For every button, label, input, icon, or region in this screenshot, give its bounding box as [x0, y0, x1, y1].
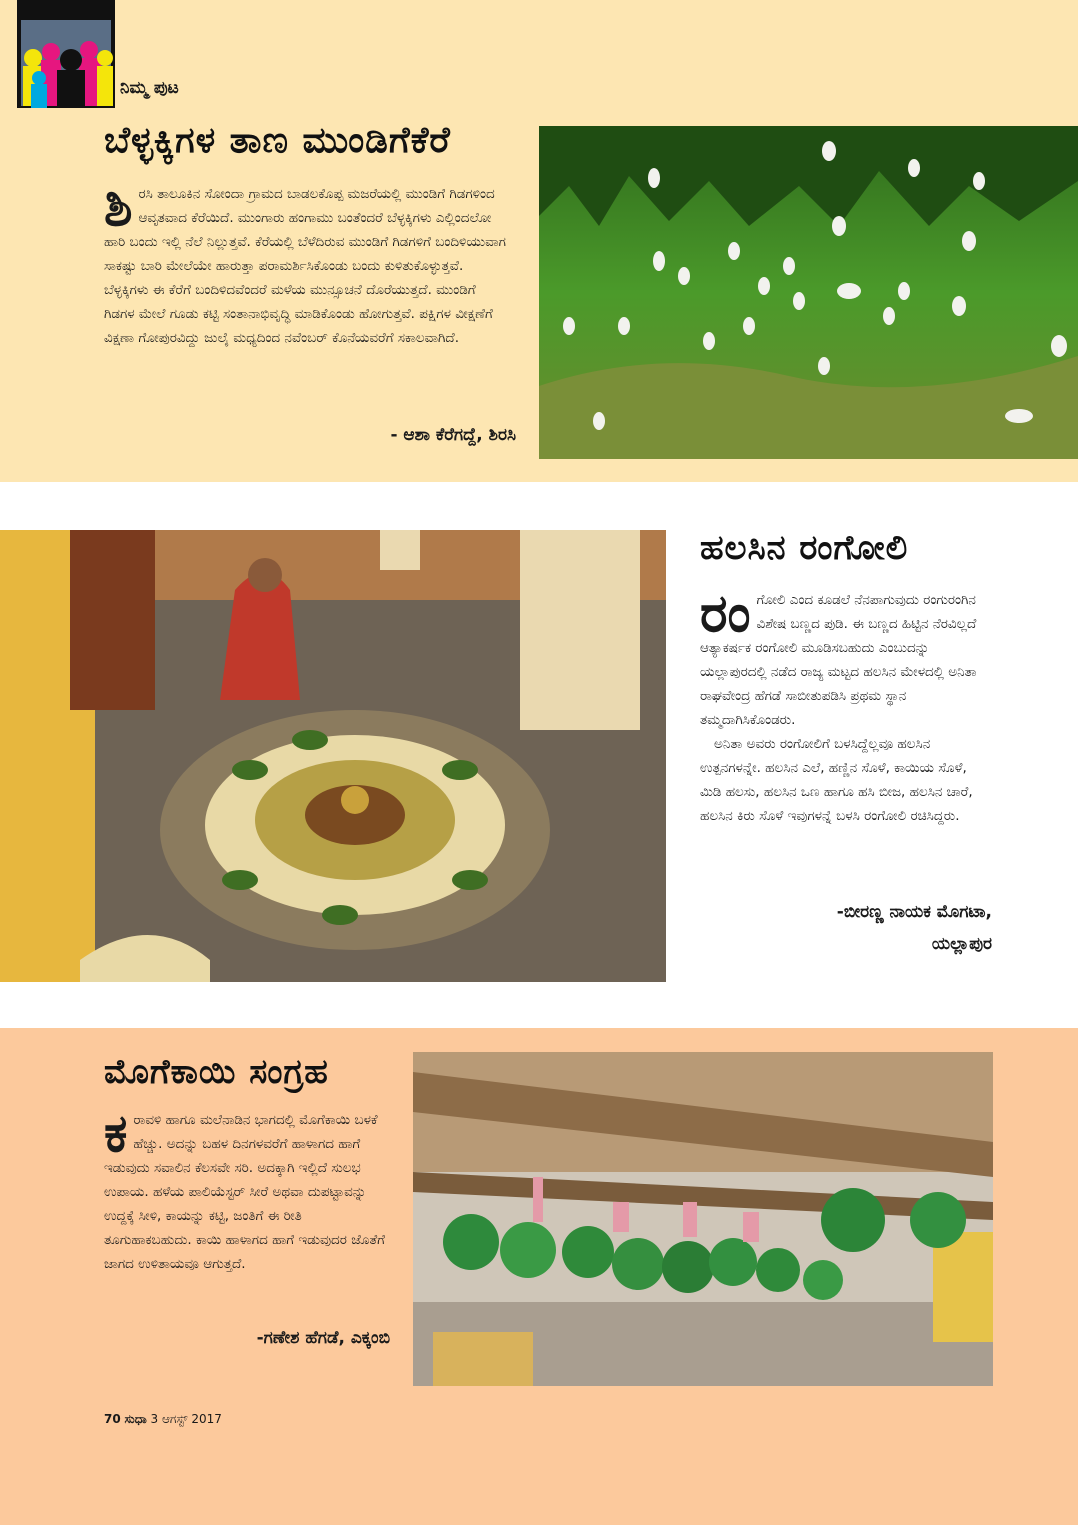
- article-byline: -ಬೀರಣ್ಣ ನಾಯಕ ಮೊಗಟಾ,: [836, 902, 992, 922]
- article-title: ಬೆಳ್ಳಕ್ಕಿಗಳ ತಾಣ ಮುಂಡಿಗೆಕೆರೆ: [104, 120, 451, 161]
- article-title: ಮೊಗೆಕಾಯಿ ಸಂಗ್ರಹ: [104, 1052, 329, 1092]
- drop-cap: ಕ: [104, 1104, 128, 1164]
- issue-date: 3 ಆಗಸ್ಟ್ 2017: [150, 1412, 222, 1426]
- article-byline: -ಗಣೇಶ ಹೆಗಡೆ, ಎಕ್ಕಂಬಿ: [256, 1328, 390, 1348]
- article-paragraph: ಅನಿತಾ ಅವರು ರಂಗೋಲಿಗೆ ಬಳಸಿದ್ದೆಲ್ಲವೂ ಹಲಸಿನ ಉತ್ಪನಗಳನ್ನೇ. ಹಲಸಿನ ಎಲೆ, ಹಣ್ಣಿನ ಸೊಳೆ, ಕಾಯಿಯ ಸೊಳೆ, ಮಿಡಿ ಹಲಸು, ಹಲಸಿನ ಒಣ ಹಾಗೂ ಹಸಿ ಬೀಜ, ಹಲಸಿನ ಚಾರೆ, ಹಲಸಿನ ಕಿರು ಸೊಳೆ ಇವುಗಳನ್ನೆ ಬಳಸಿ ರಂಗೋಲಿ ರಚಿಸಿದ್ದರು.: [700, 736, 973, 824]
- article-body: [104, 1104, 388, 1276]
- drop-cap: ಶಿ: [104, 178, 133, 238]
- article-paragraph: ರಾವಳಿ ಹಾಗೂ ಮಲೆನಾಡಿನ ಭಾಗದಲ್ಲಿ ಮೊಗೆಕಾಯಿ ಬಳಕೆ ಹೆಚ್ಚು. ಅದನ್ನು ಬಹಳ ದಿನಗಳವರೆಗೆ ಹಾಳಾಗದ ಹಾಗೆ ಇಡುವುದು ಸವಾಲಿನ ಕೆಲಸವೇ ಸರಿ. ಅದಕ್ಕಾಗಿ ಇಲ್ಲಿದೆ ಸುಲಭ ಉಪಾಯ. ಹಳೆಯ ಪಾಲಿಯೆಸ್ಟರ್ ಸೀರೆ ಅಥವಾ ದುಪಟ್ಟಾವನ್ನು ಉದ್ದಕ್ಕೆ ಸೀಳಿ, ಕಾಯನ್ನು ಕಟ್ಟಿ, ಜಂತಿಗೆ ಈ ರೀತಿ ತೂಗುಹಾಕಬಹುದು. ಕಾಯಿ ಹಾಳಾಗದ ಹಾಗೆ ಇಡುವುದರ ಜೊತೆಗೆ ಜಾಗದ ಉಳಿತಾಯವೂ ಆಗುತ್ತದೆ.: [104, 1112, 385, 1272]
- page-number: 70: [104, 1412, 121, 1426]
- magazine-name: ಸುಧಾ: [124, 1412, 147, 1426]
- article-body: [104, 178, 508, 350]
- article-paragraph: ಗೋಲಿ ಎಂದ ಕೂಡಲೆ ನೆನಪಾಗುವುದು ರಂಗುರಂಗಿನ ವಿಶೇಷ ಬಣ್ಣದ ಪುಡಿ. ಈ ಬಣ್ಣದ ಹಿಟ್ಟಿನ ನೆರವಿಲ್ಲದೆ ಆತ್ಯಾಕರ್ಷಕ ರಂಗೋಲಿ ಮೂಡಿಸಬಹುದು ಎಂಬುದನ್ನು ಯಲ್ಲಾಪುರದಲ್ಲಿ ನಡೆದ ರಾಜ್ಯ ಮಟ್ಟದ ಹಲಸಿನ ಮೇಳದಲ್ಲಿ ಅನಿತಾ ರಾಘವೇಂದ್ರ ಹೆಗಡೆ ಸಾಬೀತುಪಡಿಸಿ ಪ್ರಥಮ ಸ್ಥಾನ ತಮ್ಮದಾಗಿಸಿಕೊಂಡರು.: [700, 592, 977, 728]
- article-body: [700, 584, 990, 828]
- article-byline-place: ಯಲ್ಲಾಪುರ: [931, 934, 992, 954]
- jackfruit-rangoli-photo: [0, 530, 666, 982]
- article-paragraph: ರಸಿ ತಾಲೂಕಿನ ಸೋಂದಾ ಗ್ರಾಮದ ಬಾಡಲಕೊಪ್ಪ ಮಜರೆಯಲ್ಲಿ ಮುಂಡಿಗೆ ಗಿಡಗಳಿಂದ ಆವೃತವಾದ ಕೆರೆಯಿದೆ. ಮುಂಗಾರು ಹಂಗಾಮು ಬಂತೆಂದರೆ ಬೆಳ್ಳಕ್ಕಿಗಳು ಎಲ್ಲಿಂದಲೋ ಹಾರಿ ಬಂದು ಇಲ್ಲಿ ನೆಲೆ ನಿಲ್ಲುತ್ತವೆ. ಕೆರೆಯಲ್ಲಿ ಬೆಳೆದಿರುವ ಮುಂಡಿಗೆ ಗಿಡಗಳಿಗೆ ಬಂದಿಳಿಯುವಾಗ ಸಾಕಷ್ಟು ಬಾರಿ ಮೇಲೆಯೇ ಹಾರುತ್ತಾ ಪರಾಮರ್ಶಿಸಿಕೊಂಡು ಬಂದು ಕುಳಿತುಕೊಳ್ಳುತ್ತವೆ. ಬೆಳ್ಳಕ್ಕಿಗಳು ಈ ಕೆರೆಗೆ ಬಂದಿಳಿದವೆಂದರೆ ಮಳೆಯ ಮುನ್ಸೂಚನೆ ದೊರೆಯುತ್ತದೆ. ಮುಂಡಿಗೆ ಗಿಡಗಳ ಮೇಲೆ ಗೂಡು ಕಟ್ಟಿ ಸಂತಾನಾಭಿವೃದ್ಧಿ ಮಾಡಿಕೊಂಡು ಹೋಗುತ್ತವೆ. ಪಕ್ಷಿಗಳ ವೀಕ್ಷಣೆಗೆ ವಿಕ್ಷಣಾ ಗೋಪುರವಿದ್ದು ಜುಲೈ ಮಧ್ಯದಿಂದ ನವೆಂಬರ್ ಕೊನೆಯವರೆಗೆ ಸಕಾಲವಾಗಿದೆ.: [104, 186, 506, 346]
- article-byline: - ಆಶಾ ಕೆರೆಗದ್ದೆ, ಶಿರಸಿ: [390, 425, 516, 445]
- section-label: ನಿಮ್ಮ ಪುಟ: [120, 78, 179, 98]
- page-footer: [104, 1412, 222, 1427]
- drop-cap: ರಂ: [700, 584, 751, 644]
- hanging-cucumbers-photo: [413, 1052, 993, 1386]
- article-title: ಹಲಸಿನ ರಂಗೋಲಿ: [700, 528, 909, 568]
- section-logo-icon: [17, 0, 115, 108]
- egrets-photo: [539, 126, 1078, 459]
